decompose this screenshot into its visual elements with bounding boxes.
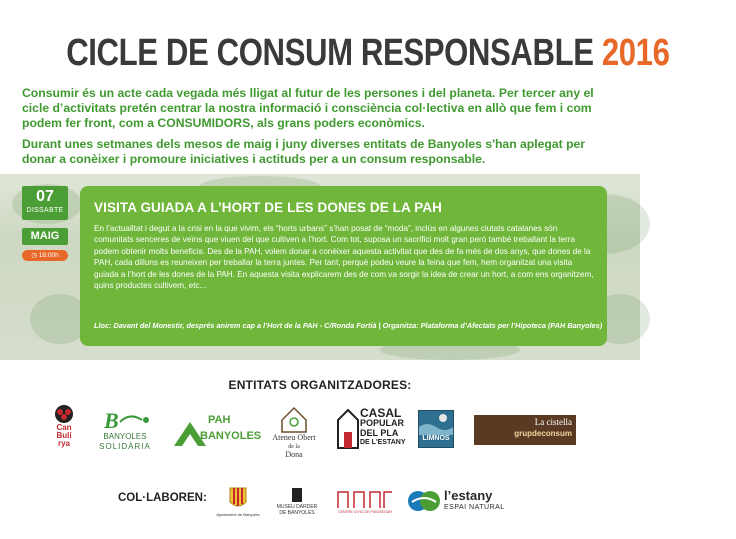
day-name: DISSABTE bbox=[26, 207, 64, 214]
centre-civic-text: CENTRE CIVIC DE PUIGSEGUR bbox=[338, 510, 392, 514]
event-title: VISITA GUIADA A L’HORT DE LES DONES DE LA PAH bbox=[94, 200, 443, 215]
time-badge bbox=[22, 250, 68, 261]
banyoles-solidaria-line-1: BANYOLES bbox=[103, 432, 147, 441]
ajuntament-logo bbox=[216, 486, 260, 522]
clock-icon: ◷ bbox=[31, 252, 37, 259]
centre-civic-logo bbox=[334, 488, 396, 518]
casal-line-3: DEL PLA bbox=[360, 428, 399, 438]
estany-logo bbox=[408, 486, 518, 518]
pah-line-1: PAH bbox=[208, 414, 231, 426]
collaborators-heading: COL·LABOREN: bbox=[118, 492, 207, 504]
canbulirya-text-3: rya bbox=[57, 439, 70, 448]
ateneu-line-1: Ateneu Obert bbox=[272, 433, 316, 442]
title-text: CICLE DE CONSUM RESPONSABLE bbox=[66, 32, 594, 74]
casal-line-1: CASAL bbox=[360, 406, 402, 420]
casal-line-4: DE L'ESTANY bbox=[360, 439, 406, 446]
ajuntament-text: Ajuntament de Banyoles bbox=[216, 512, 260, 517]
banyoles-solidaria-logo bbox=[90, 408, 160, 454]
ateneu-line-2: de la bbox=[288, 443, 300, 450]
intro-paragraph-2: Durant unes setmanes dels mesos de maig i juny diverses entitats de Banyoles s'han aplegat per donar a conèixer i promoure iniciatives i actituds per a un consum responsable. bbox=[22, 137, 586, 166]
cistella-line-1: La cistella bbox=[534, 417, 572, 427]
event-place: Lloc: Davant del Monestir, després anirem cap a l’Hort de la PAH - C/Ronda Fortià | Organitza: Plataforma d’Afectats per l’Hipoteca (PAH Banyoles) bbox=[94, 321, 603, 330]
pah-line-2: BANYOLES bbox=[200, 430, 262, 442]
limnos-text: LIMNOS bbox=[422, 435, 450, 442]
limnos-logo bbox=[418, 410, 454, 448]
intro-paragraph-1: Consumir és un acte cada vegada més lligat al futur de les persones i del planeta. Per tercer any el cicle d’activitats pretén centrar la nostra informació i consciència col·lectiva en allò que fem i com podem fer front, com a CONSUMIDORS, als grans poders econòmics. bbox=[22, 86, 594, 130]
estany-line-2: ESPAI NATURAL bbox=[444, 504, 505, 511]
event-description: En l’actualitat i degut a la crisi en la que vivim, els “horts urbans” s’han posat de “moda”, inclús en algunes ciutats catalanes són comunitats senceres de veïns que viuen del que cultiven a l’hort. Com tot, suposa un sacrifici molt gran però també treballant la terra podem obtenir molts beneficis. Des de la PAH, volem donar a conèixer aquesta activitat que des de fa més de dos anys, que dones de la PAH, cada dilluns es reuneixen per treballar la terra juntes. Per tant, perquè podeu veure la feina que fem, hem organitzat una visita guiada a l’hort de les dones de la PAH. En aquesta visita explicarem des de com va sorgir la idea de crear un hort, a com ens organitzem, quins productes cultivem, etc... bbox=[94, 224, 594, 291]
svg-text:B: B bbox=[104, 408, 119, 433]
museu-logo bbox=[272, 486, 322, 522]
casal-popular-logo bbox=[334, 406, 412, 456]
page-title bbox=[0, 32, 670, 75]
canbulirya-text-1: Can bbox=[56, 423, 72, 432]
casal-line-2: POPULAR bbox=[360, 418, 405, 428]
event-date bbox=[22, 186, 68, 261]
canbulirya-logo bbox=[46, 404, 82, 456]
organizers-heading: ENTITATS ORGANITZADORES: bbox=[228, 378, 412, 392]
cistella-line-2: grupdeconsum bbox=[514, 429, 572, 438]
museu-line-2: DE BANYOLES bbox=[279, 510, 315, 516]
month-label: MAIG bbox=[22, 228, 68, 245]
estany-line-1: l’estany bbox=[444, 488, 493, 503]
day-box bbox=[22, 186, 68, 220]
banyoles-solidaria-line-2: SOLIDÀRIA bbox=[99, 442, 151, 451]
day-number: 07 bbox=[36, 188, 54, 205]
canbulirya-text-2: Bulí bbox=[56, 431, 72, 440]
title-year: 2016 bbox=[601, 32, 670, 74]
intro-text bbox=[22, 86, 622, 173]
museu-line-1: MUSEU DARDER bbox=[276, 504, 318, 510]
event-card bbox=[80, 186, 607, 346]
ateneu-line-3: Dona bbox=[285, 450, 303, 459]
time-label: 18:00h bbox=[38, 252, 59, 259]
cistella-logo bbox=[474, 415, 576, 445]
pah-banyoles-logo bbox=[170, 408, 262, 454]
ateneu-logo bbox=[266, 406, 322, 458]
